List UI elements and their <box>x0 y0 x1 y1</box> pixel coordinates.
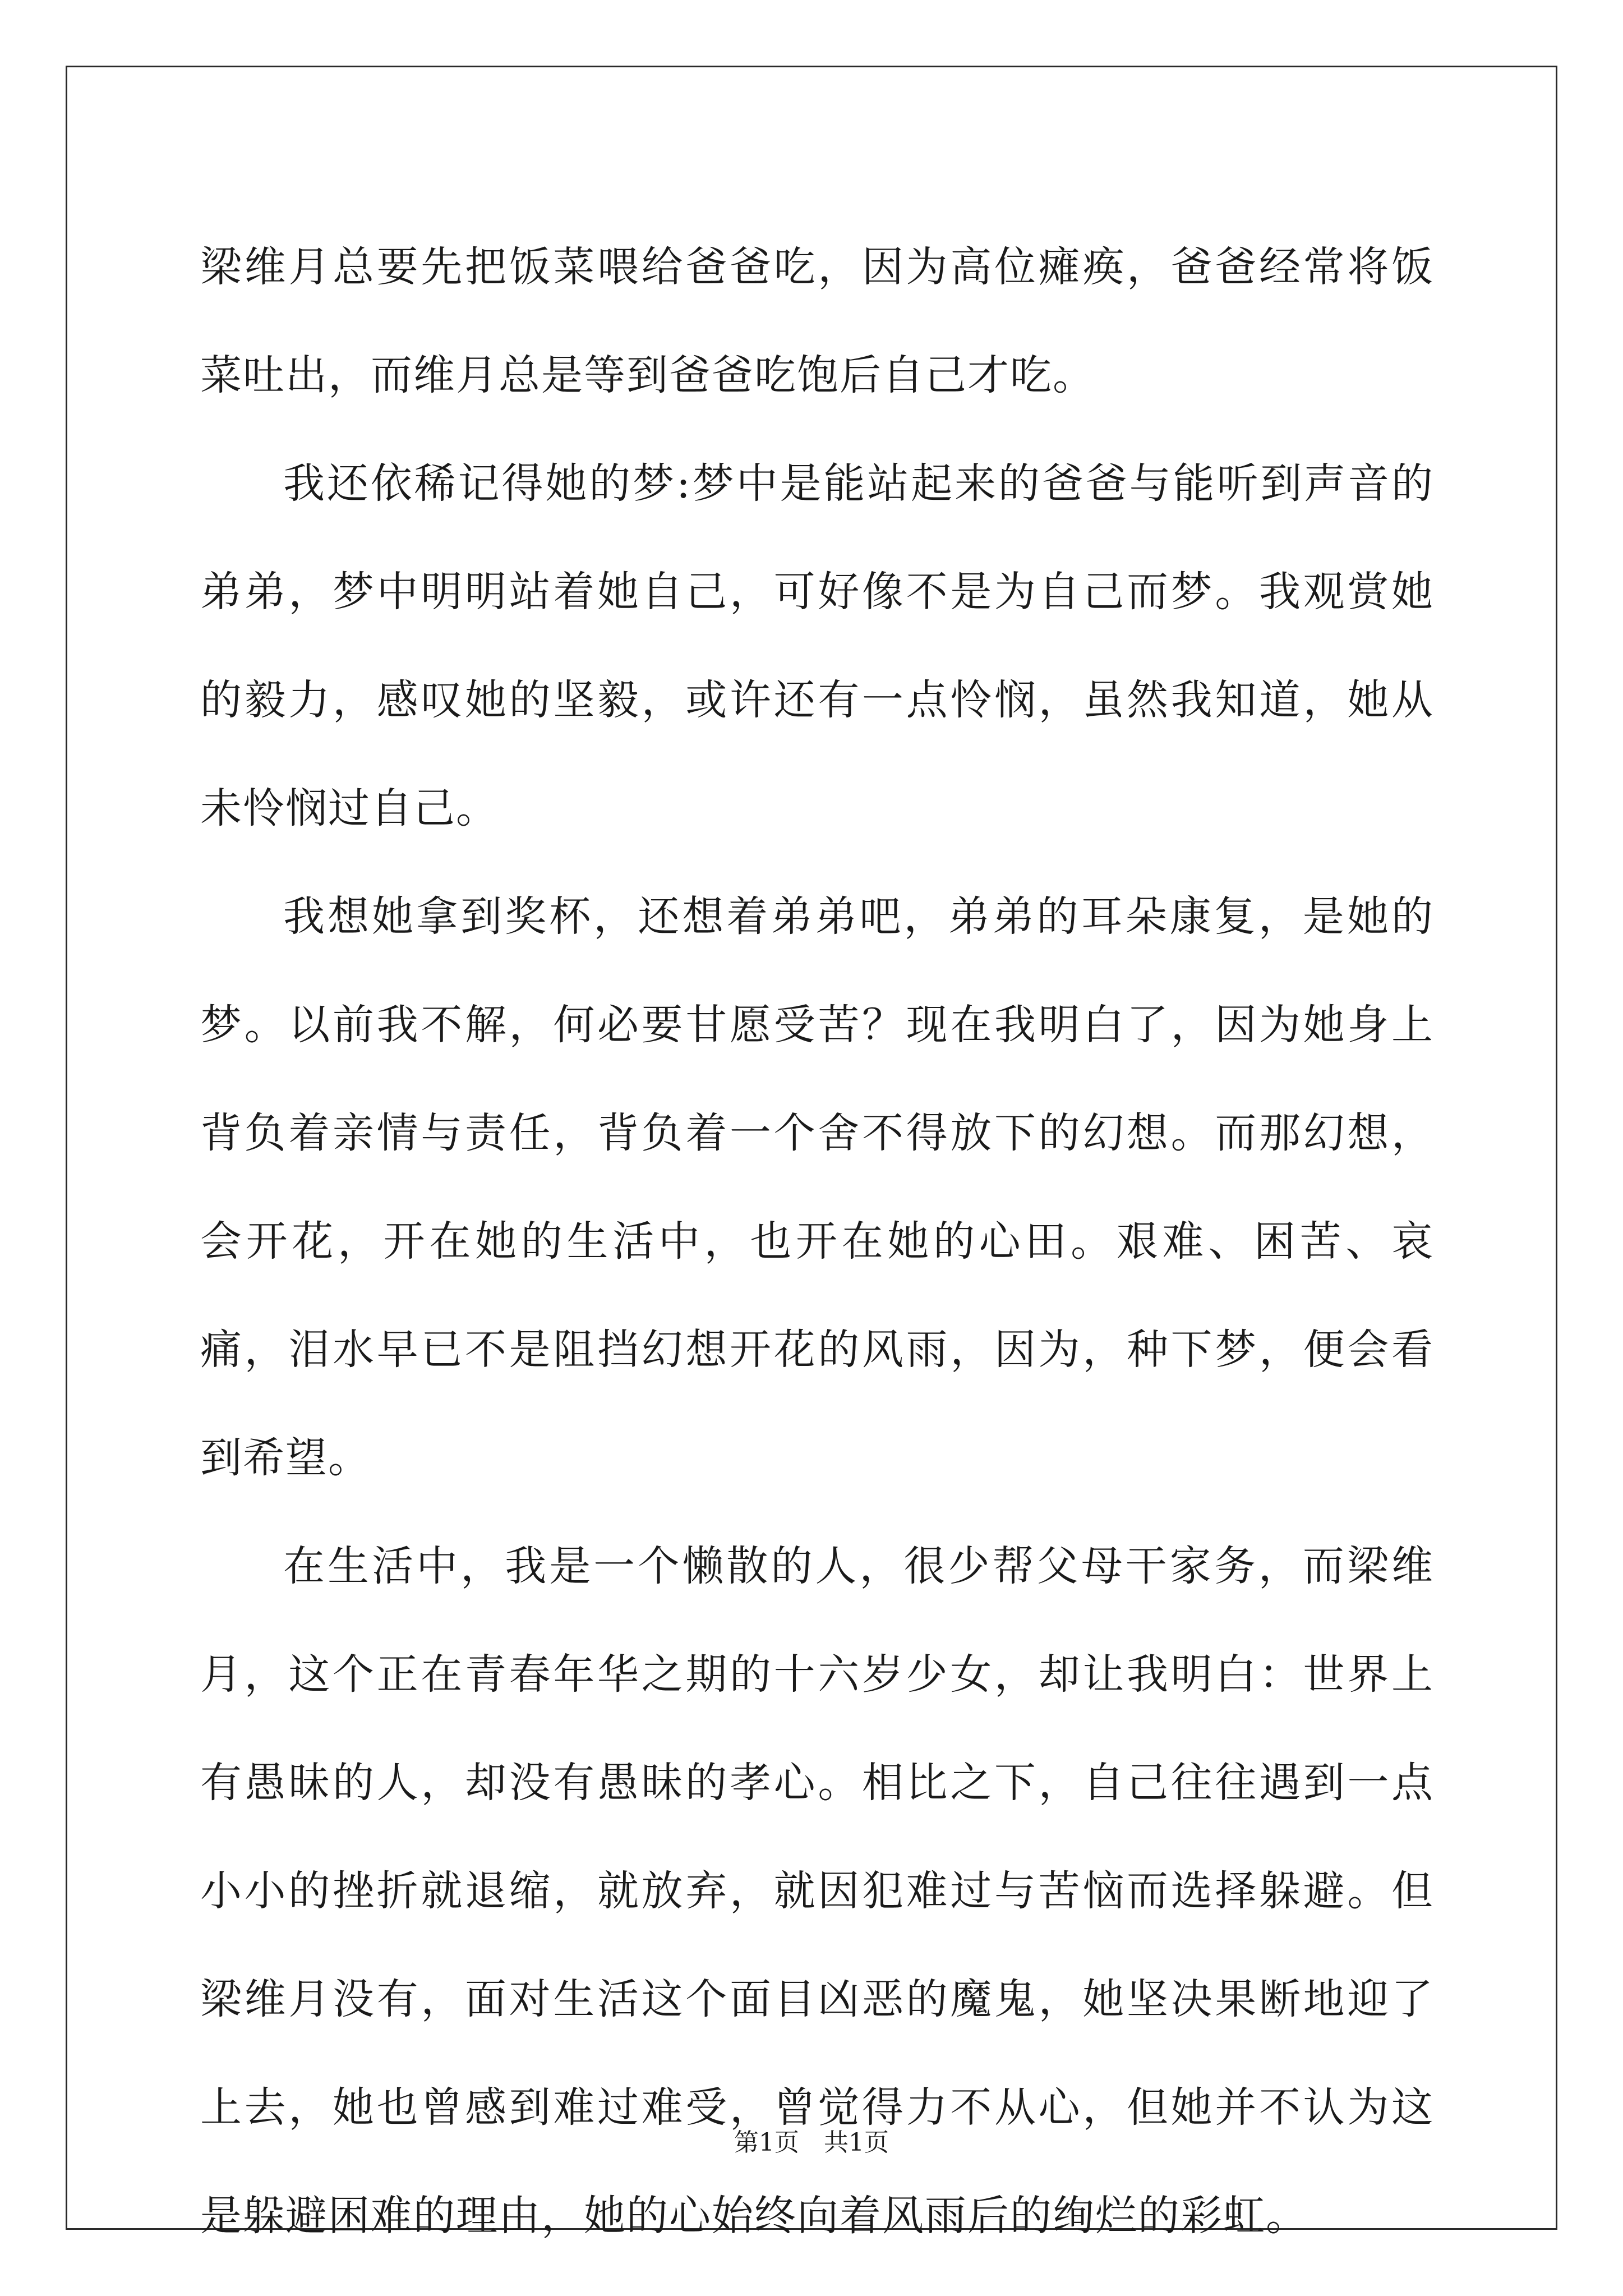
paragraph-4: 在生活中，我是一个懒散的人，很少帮父母干家务，而梁维月，这个正在青春年华之期的十六岁少女，却让我明白：世界上有愚昧的人，却没有愚昧的孝心。相比之下，自己往往遇到一点小小的挫折就退缩，就放弃，就因犯难过与苦恼而选择躲避。但梁维月没有，面对生活这个面目凶恶的魔鬼，她坚决果断地迎了上去，她也曾感到难过难受，曾觉得力不从心，但她并不认为这是躲避困难的理由，她的心始终向着风雨后的绚烂的彩虹。 <box>200 1542 1434 2240</box>
paragraph-3: 我想她拿到奖杯，还想着弟弟吧，弟弟的耳朵康复，是她的梦。以前我不解，何必要甘愿受苦？现在我明白了，因为她身上背负着亲情与责任，背负着一个舍不得放下的幻想。而那幻想，会开花，开在她的生活中，也开在她的心田。艰难、困苦、哀痛，泪水早已不是阻挡幻想开花的风雨，因为，种下梦，便会看到希望。 <box>200 892 1434 1482</box>
page-footer: 第1页 共1页 <box>734 2128 889 2157</box>
paragraph-2: 我还依稀记得她的梦:梦中是能站起来的爸爸与能听到声音的弟弟，梦中明明站着她自己，可好像不是为自己而梦。我观赏她的毅力，感叹她的坚毅，或许还有一点怜悯，虽然我知道，她从未怜悯过自己。 <box>200 459 1434 832</box>
document-body <box>200 213 1434 2270</box>
paragraph-1: 梁维月总要先把饭菜喂给爸爸吃，因为高位瘫痪，爸爸经常将饭菜吐出，而维月总是等到爸爸吃饱后自己才吃。 <box>200 243 1434 399</box>
